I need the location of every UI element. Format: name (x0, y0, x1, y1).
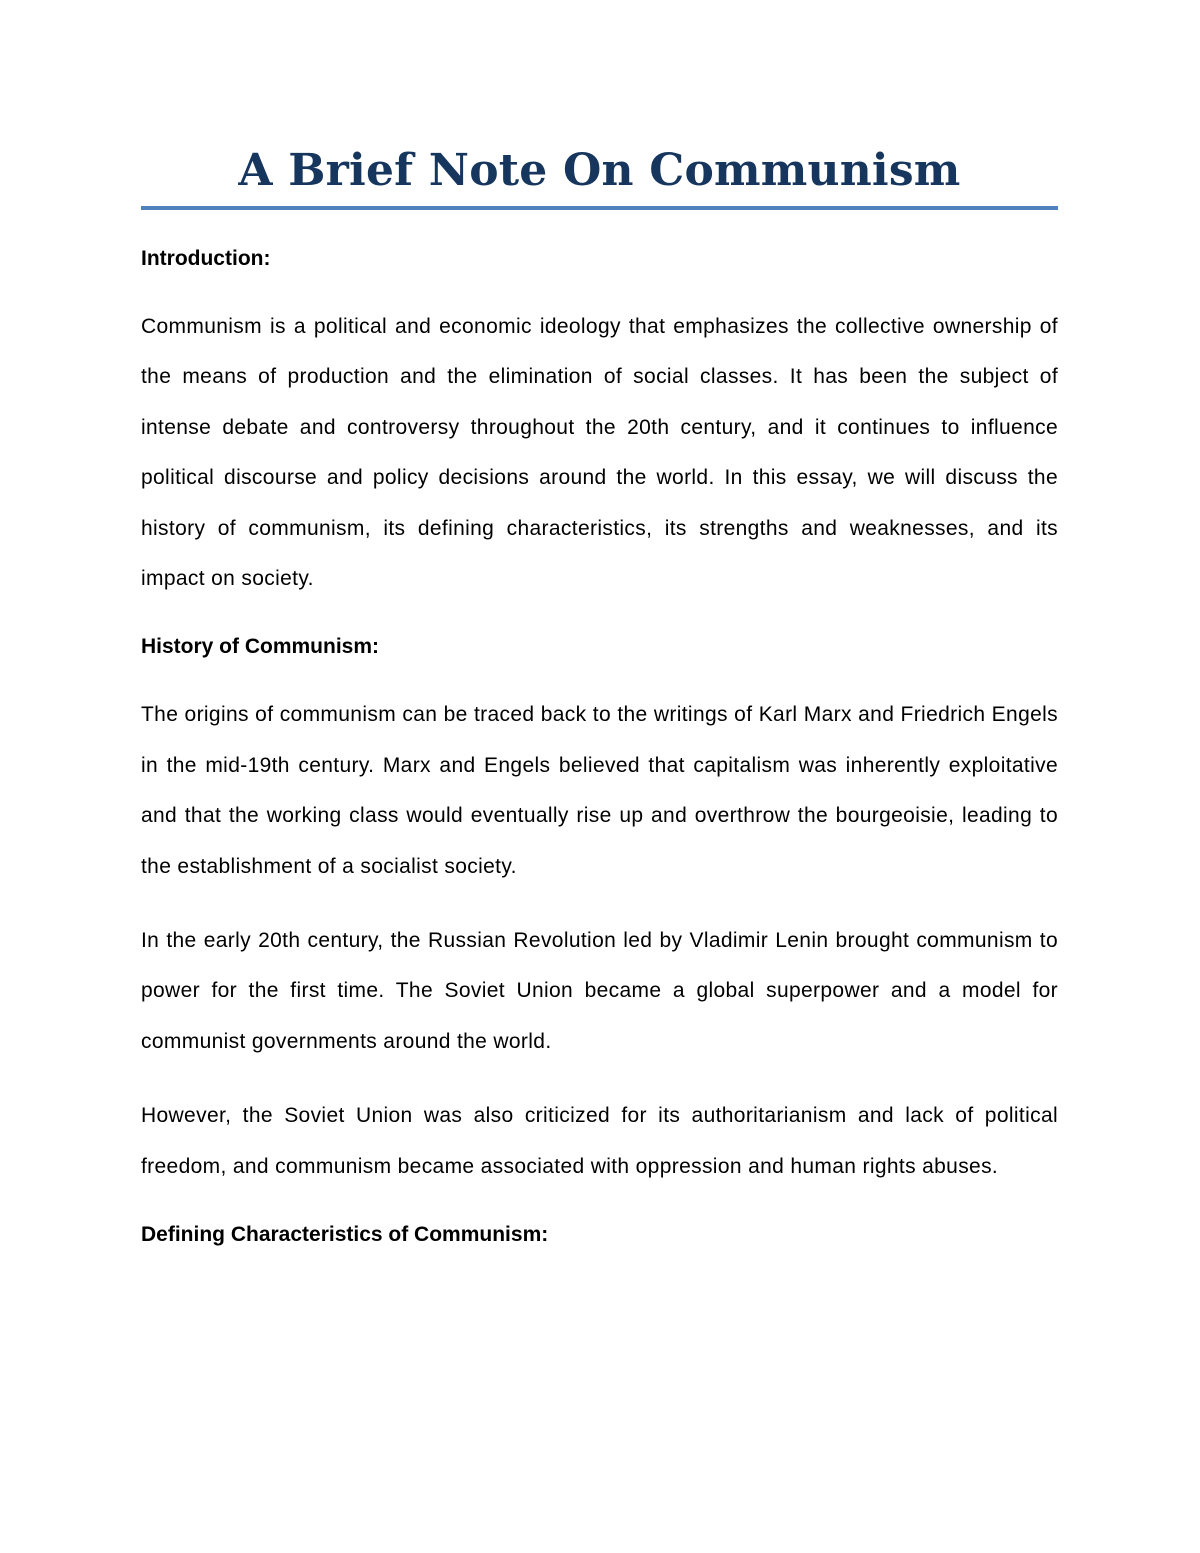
section-heading: History of Communism: (141, 635, 380, 659)
section-heading: Defining Characteristics of Communism: (141, 1223, 549, 1247)
paragraph: The origins of communism can be traced back to the writings of Karl Marx and Friedrich Engels in the mid-19th century. Marx and Engels believed that capitalism was inherently exploitative and that the working class would eventually rise up and overthrow the bourgeoisie, leading to the establishment of a socialist society. (141, 703, 1058, 878)
paragraph: However, the Soviet Union was also criticized for its authoritarianism and lack of political freedom, and communism became associated with oppression and human rights abuses. (141, 1104, 1058, 1178)
section-introduction (141, 240, 1058, 604)
section-defining-characteristics (141, 1216, 1058, 1254)
document-title: A Brief Note On Communism (238, 145, 961, 196)
section-history (141, 628, 1058, 1192)
paragraph: In the early 20th century, the Russian Revolution led by Vladimir Lenin brought communism to power for the first time. The Soviet Union became a global superpower and a model for communist governments around the world. (141, 929, 1058, 1053)
title-underline (141, 206, 1058, 210)
paragraph: Communism is a political and economic ideology that emphasizes the collective ownership of the means of production and the elimination of social classes. It has been the subject of intense debate and controversy throughout the 20th century, and it continues to influence political discourse and policy decisions around the world. In this essay, we will discuss the history of communism, its defining characteristics, its strengths and weaknesses, and its impact on society. (141, 315, 1058, 591)
document-page (141, 140, 1058, 1278)
section-heading: Introduction: (141, 247, 271, 270)
